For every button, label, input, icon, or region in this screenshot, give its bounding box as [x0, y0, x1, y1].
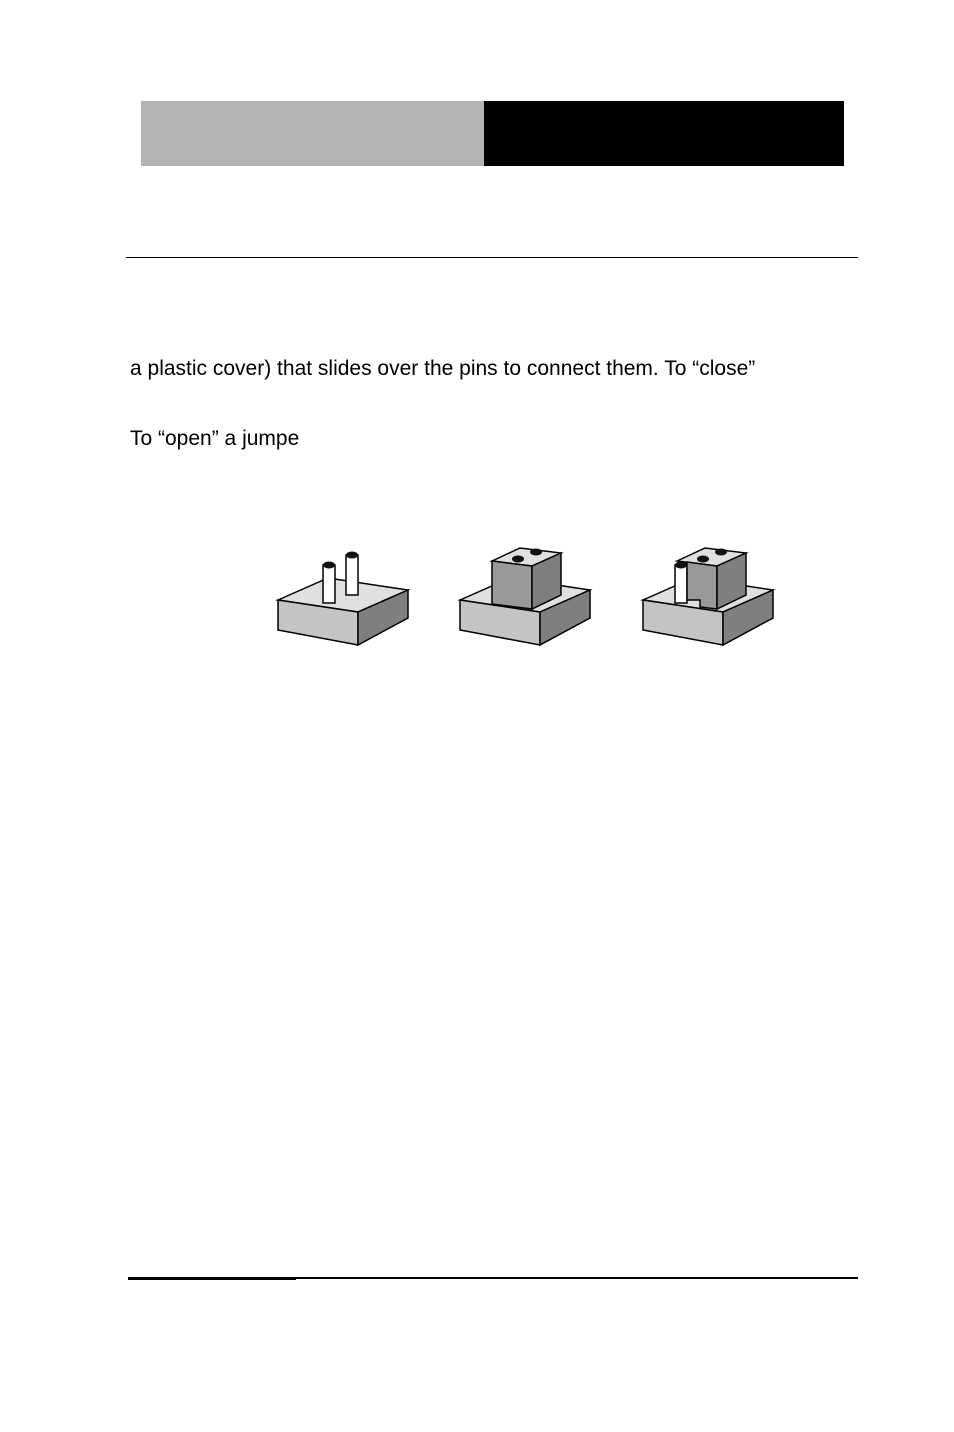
footer-rule-thick — [128, 1277, 296, 1280]
body-text-line-1: a plastic cover) that slides over the pins to connect them. To “close” — [130, 357, 756, 380]
header-band — [141, 101, 844, 166]
header-black-block — [484, 101, 844, 166]
body-text-line-2: To “open” a jumpe — [130, 427, 300, 450]
closed-jumper-icon — [460, 548, 590, 645]
partial-jumper-icon — [643, 548, 773, 645]
header-rule — [126, 257, 858, 258]
open-jumper-icon — [278, 552, 408, 646]
jumper-illustration — [270, 540, 780, 652]
header-gray-block — [141, 101, 484, 166]
footer-rule-thin — [296, 1277, 858, 1279]
